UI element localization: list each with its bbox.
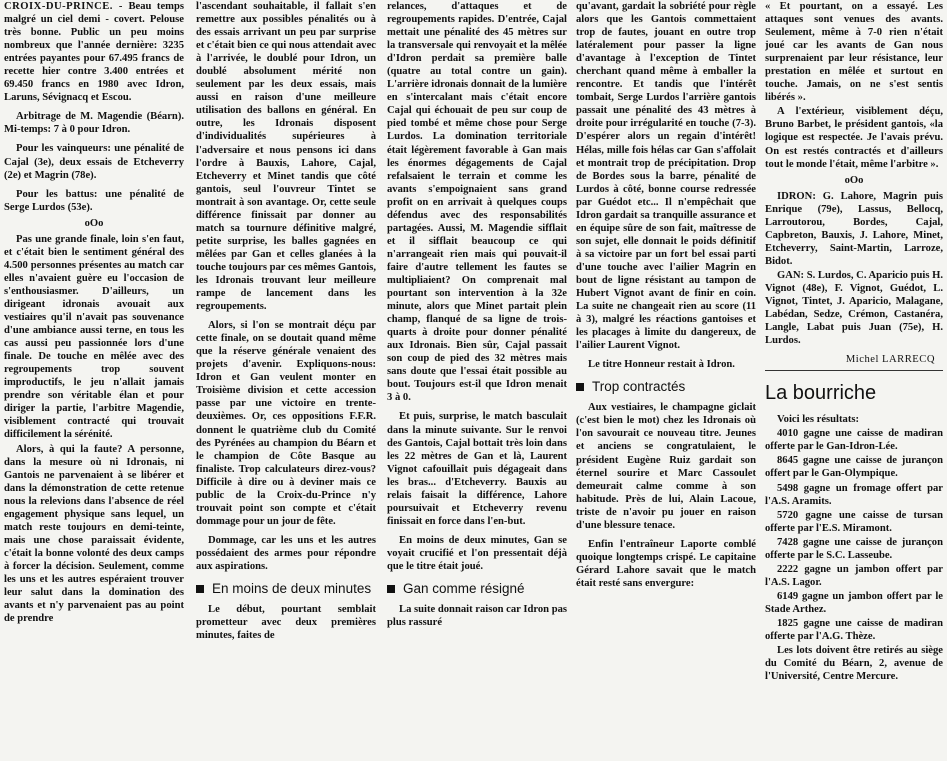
article-paragraph: Alors, à qui la faute? A personne, dans la mesure où ni Idronais, ni Gantois ne parvenaient à se libérer et dans la démonstration de cette retenue nous la relevions dans l'absence de réel engagement physique sans lequel, un match reste toujours en demi-teinte, mais une chose paraissait évidente, c'était la bonne volonté des deux camps à forcer la décision. Seulement, comme les uns et les autres espéraient trouver leur salut dans la domination des avants et n'y parvenaient pas au point de prendre [4, 443, 184, 625]
list-item: 5720 gagne une caisse de tursan offerte par l'E.S. Miramont. [765, 509, 943, 534]
article-paragraph: qu'avant, gardait la sobriété pour règle alors que les Gantois commettaient trop de fautes, jouant en outre trop latéralement pour passer la ligne d'avantage à l'exception de Tintet cherchant quand même à emballer la rencontre. Et tandis que l'intérêt tombait, Serge Lurdos l'arrière gantois passait une pénalité des 43 mètres à droite pour irrégularité en touche (7-3). D'espérer alors un regain d'intérêt! Hélas, mille fois hélas car Gan s'affolait et montrait trop de précipitation. Drop de Bordes sous la barre, pénalité de Lurdos à côté, bonne course redressée par Guédot etc... Il n'empêchait que Idron gardait sa tranquille assurance et en équipe sûre de son fait, maîtresse de son sujet, elle donnait le poids définitif à sa victoire par un fort bel essai parti d'une touche avec l'ailier Magrin en bout de ligne résistant au tampon de Hubert Vignot avant de finir en coin. La suite ne changeait rien au score (11 à 3), malgré les réactions gantoises et les placages à limite du dangereux, de l'ailier Laurent Vignot. [576, 1, 756, 352]
square-bullet-icon [576, 383, 584, 391]
separator: oOo [84, 217, 104, 229]
lineup-gan: GAN: S. Lurdos, C. Aparicio puis H. Vignot (48e), F. Vignot, Guédot, L. Vignot, Tintet, J. Aparicio, Malagane, Labédan, Sedze, Crémon, Castanéra, Langle, Labat puis Juan (75e), H. Lurdos. [765, 269, 943, 347]
divider [765, 370, 943, 371]
author-signature: Michel LARRECQ [845, 354, 935, 366]
article-paragraph: En moins de deux minutes, Gan se voyait crucifié et l'on pressentait déjà que le titre était joué. [387, 534, 567, 572]
winners-scorers: Pour les vainqueurs: une pénalité de Cajal (3e), deux essais de Etcheverry (2e) et Magrin (78e). [4, 143, 184, 181]
section-heading: La bourriche [765, 382, 877, 405]
results-intro: Voici les résultats: [777, 414, 859, 426]
article-paragraph: l'ascendant souhaitable, il fallait s'en remettre aux possibles pénalités ou à des essais arrivant un peu par surprise et c'était bien ce qui nous attendait avec à l'arrivée, le doublé pour Idron, un doublé absolument mérité non seulement par les deux essais, mais aussi en raison d'une meilleure utilisation des ballons en général. En outre, les Idronais disposent d'individualités supérieures à l'adversaire et nous pensons ici dans l'ordre à Bauxis, Lahore, Cajal, Etcheverry et Minet tandis que côté gantois, seul l'ouvreur Tintet se montrait à son avantage. Or, cette seule différence finissait par donner au match sa tournure définitive malgré, petite surprise, les balles gagnées en mêlées par Gan et celles glanées à la touche toujours par ces mêmes Gantois, les Idronais trouvant leur meilleure rampe de lancement dans les regroupements. [196, 1, 376, 313]
results-outro: Les lots doivent être retirés au siège du Comité du Béarn, 2, avenue de l'Université, Centre Mercure. [765, 645, 943, 683]
square-bullet-icon [387, 585, 395, 593]
column-1 [4, 0, 184, 761]
list-item: 8645 gagne une caisse de jurançon offert par le Gan-Olympique. [765, 455, 943, 480]
results-list [765, 427, 943, 643]
subheading: Gan comme résigné [387, 581, 567, 597]
column-2 [196, 0, 376, 761]
article-paragraph: A l'extérieur, visiblement déçu, Bruno Barbet, le président gantois, «la logique est respectée. Je l'avais prévu. On est restés contractés et d'ailleurs tout le monde l'était, même l'arbitre ». [765, 106, 943, 170]
list-item: 1825 gagne une caisse de madiran offerte par l'A.G. Thèze. [765, 617, 943, 643]
subheading: En moins de deux minutes [196, 581, 376, 597]
dateline: CROIX-DU-PRINCE. - [4, 1, 123, 12]
square-bullet-icon [196, 585, 204, 593]
article-paragraph: Pas une grande finale, loin s'en faut, et c'était bien le sentiment général des 4.500 personnes présentes au match car elles n'avaient guère eu l'occasion de s'enthousiasmer. D'ailleurs, un dirigeant idronais avouait aux vestiaires qu'il n'avait pas souvenance d'une ambiance aussi terne, en tous les cas aussi peu passionnée lors d'une finale. De touche en mêlée avec des regroupements trop souvent improductifs, le jeu n'allait jamais prendre son véritable élan et pour diriger la partie, l'arbitre Magendie, visiblement contracté qui trouvait difficilement la sérénité. [4, 233, 184, 441]
referee-paragraph: Arbitrage de M. Magendie (Béarn). Mi-temps: 7 à 0 pour Idron. [4, 111, 184, 136]
article-paragraph: Enfin l'entraîneur Laporte comblé quoique longtemps crispé. Le capitaine Gérard Lahore savait que le match était resté sans envergure: [576, 538, 756, 589]
article-paragraph: Le début, pourtant semblait prometteur avec deux premières minutes, faites de [196, 604, 376, 642]
list-item: 7428 gagne une caisse de jurançon offerte par le S.C. Lasseube. [765, 536, 943, 561]
list-item: 4010 gagne une caisse de madiran offerte par le Gan-Idron-Lée. [765, 428, 943, 453]
article-paragraph: Dommage, car les uns et les autres possédaient des armes pour répondre aux aspirations. [196, 534, 376, 572]
article-paragraph: Aux vestiaires, le champagne giclait (c'est bien le mot) chez les Idronais où l'on savourait ce nouveau titre. Jeunes et anciens se congratulaient, le président Eugène Ruiz gardait son éternel sourire et Marc Cassoulet demeurait calme comme à son habitude. Près de lui, Alain Lacoue, triste de n'avoir pu jouer en raison d'une blessure tenace. [576, 402, 756, 531]
article-paragraph: Alors, si l'on se montrait déçu par cette finale, on se doutait quand même que la réserve générale venaient des projets d'avenir. Expliquons-nous: Idron et Gan veulent monter en Troisième division et cette accession passe par une victoire en trente-deuxièmes. Or, ces oppositions F.F.R. donnent le quatrième club du Comité des Pyrénées au champion du Béarn et le champion de Côte Basque au finaliste. Trop calculateurs direz-vous? Difficile à dire ou à deviner mais ce public de la Croix-du-Prince n'y trouvait point son compte et c'était dommage pour un jour de fête. [196, 320, 376, 527]
separator: oOo [844, 174, 864, 186]
column-3 [387, 0, 567, 761]
article-paragraph: Le titre Honneur restait à Idron. [588, 359, 735, 371]
list-item: 2222 gagne un jambon offert par l'A.S. Lagor. [765, 563, 943, 588]
article-paragraph: Et puis, surprise, le match basculait dans la minute suivante. Sur le renvoi des Gantois, Cajal bottait très loin dans les 22 mètres de Gan et là, Laurent Vignot cafouillait puis dégageait dans les bras... d'Etcheverry. Bauxis au relais faisait la différence, Lahore poursuivait et Etcheverry revenu finissait en force dans l'en-but. [387, 411, 567, 527]
lineup-idron: IDRON: G. Lahore, Magrin puis Enrique (79e), Lassus, Bellocq, Larroutorou, Bordes, Cajal, Capbreton, Bauxis, J. Lahore, Minet, Etcheverry, Saint-Martin, Larroze, Bidot. [765, 190, 943, 267]
quote-paragraph: « Et pourtant, on a essayé. Les attaques sont venues des avants. Seulement, même à 7-0 rien n'était joué car les avants de Gan nous surprenaient par leur résistance, leur prestation en mêlée et surtout en touche. Jamais, on ne s'est sentis libérés ». [765, 1, 943, 104]
list-item: 6149 gagne un jambon offert par le Stade Arthez. [765, 590, 943, 615]
column-4 [576, 0, 756, 761]
list-item: 5498 gagne un fromage offert par l'A.S. Aramits. [765, 482, 943, 507]
column-5 [765, 0, 943, 761]
subheading: Trop contractés [576, 379, 756, 395]
intro-paragraph: CROIX-DU-PRINCE. - Beau temps malgré un ciel demi - covert. Pelouse très bonne. Public un peu moins nombreux que l'année dernière: 3235 entrées payantes pour 67.495 francs de recette hier contre 3.400 entrées et 69.450 francs en 1980 avec Idron, Laruns, Sévignacq et Escou. [4, 1, 184, 104]
article-paragraph: La suite donnait raison car Idron pas plus rassuré [387, 604, 567, 629]
article-paragraph: relances, d'attaques et de regroupements rapides. D'entrée, Cajal mettait une pénalité des 45 mètres sur la transversale qui renvoyait et la mêlée d'Idron perdait sa première balle (quatre au total contre un gain). L'arrière idronais donnait de la lumière en s'intercalant mais c'était encore Cajal qui échouait de peu sur coup de pied tombé et même chose pour Serge Lurdos. La domination territoriale était légèrement favorable à Gan mais les énormes dégagements de Cajal refalsaient le terrain et comme les avants s'empoignaient sans grand profit on en arrivait à quelques coups défendus avec des responsabilités partagées. Aussi, M. Magendie sifflait et il sifflait beaucoup ce qui n'arrangeait rien mais qui pouvait-il faire d'autre tellement les fautes se multipliaient? On comprenait mal pourtant son intervention à la 32e minute, alors que Minet partait plein champ, flanqué de sa ligne de trois-quarts à droite pour donner pénalité aux Idronais. Bien sûr, Cajal passait son coup de pied des 32 mètres mais sans doute que l'essai était possible au bout. Toujours est-il que Idron menait 3 à 0. [387, 1, 567, 404]
losers-scorers: Pour les battus: une pénalité de Serge Lurdos (53e). [4, 188, 184, 213]
